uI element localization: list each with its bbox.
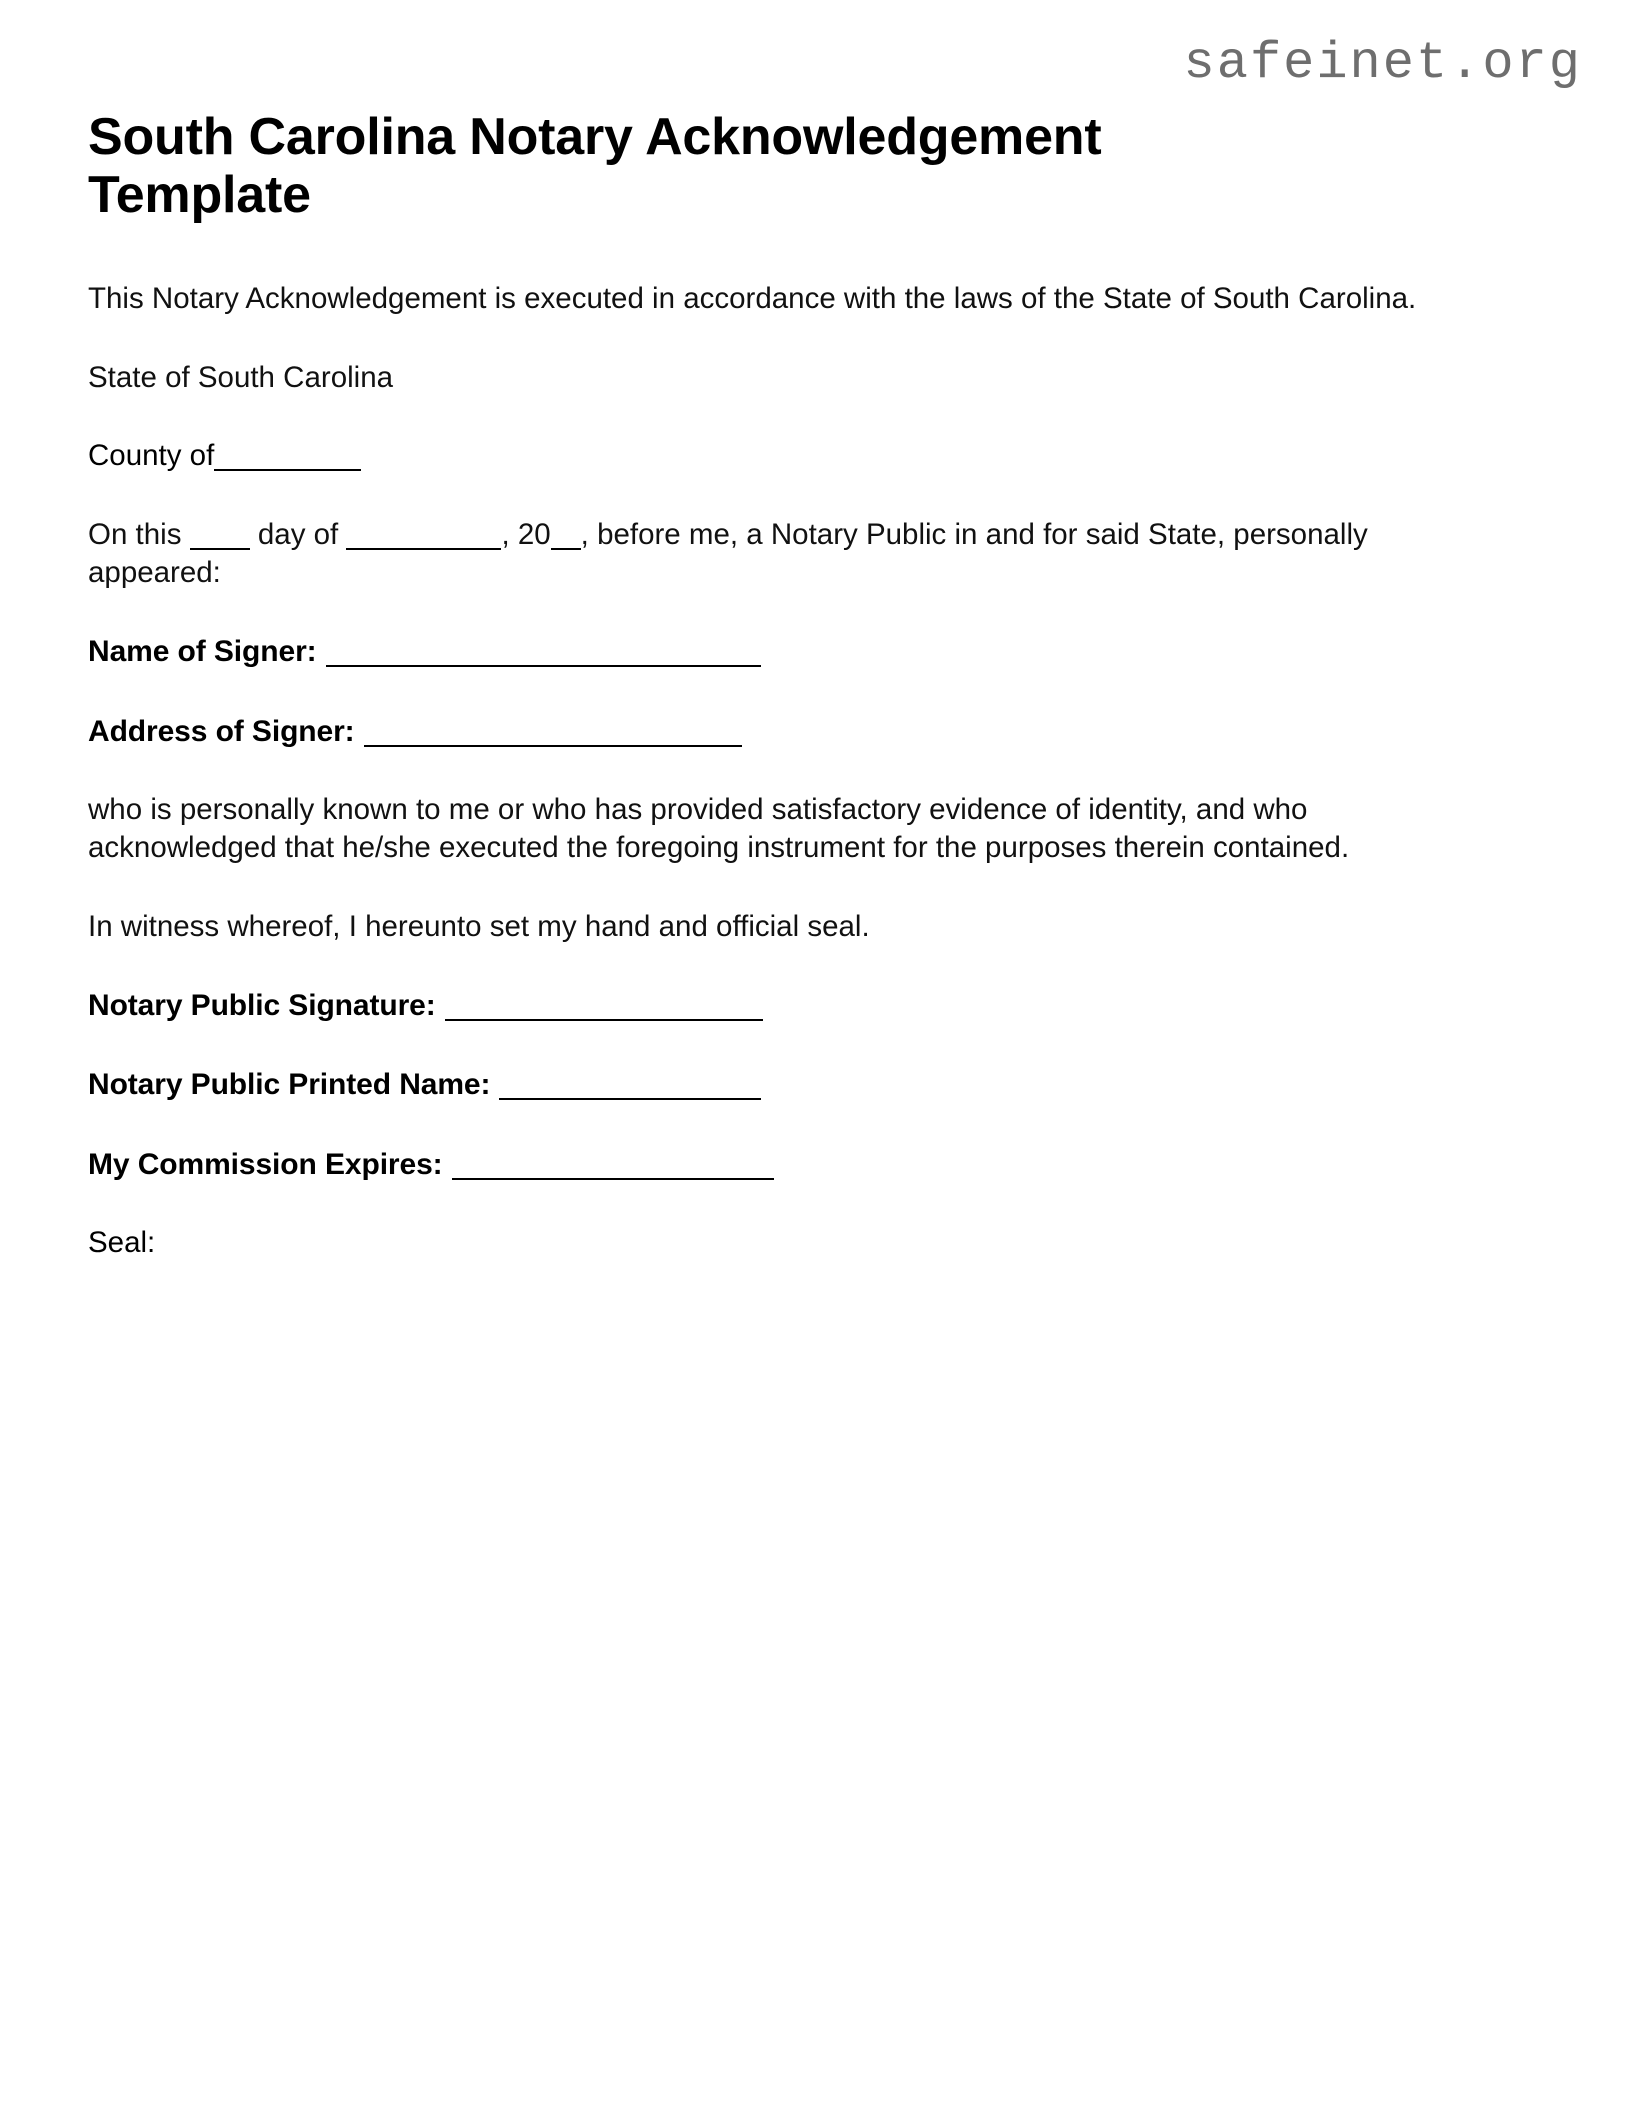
notary-public-signature-blank[interactable] [445,1019,763,1021]
day-blank[interactable] [190,548,250,550]
field-address-of-signer [88,712,1506,751]
notary-public-printed-name-label: Notary Public Printed Name: [88,1068,491,1102]
my-commission-expires-label: My Commission Expires: [88,1147,443,1181]
appearance-part1: On this [88,517,182,551]
my-commission-expires-blank[interactable] [452,1178,774,1180]
field-name-of-signer [88,632,1506,671]
county-label: County of [88,439,215,473]
notary-public-printed-name-blank[interactable] [499,1098,761,1100]
document-content [88,108,1508,1262]
name-of-signer-blank[interactable] [326,665,761,667]
field-notary-signature [88,986,1506,1025]
field-notary-printed-name [88,1065,1506,1104]
intro-paragraph: This Notary Acknowledgement is executed in accordance with the laws of the State of South Carolina. [88,282,1417,316]
site-watermark: safeinet.org [1183,34,1582,93]
address-of-signer-label: Address of Signer: [88,714,355,748]
appearance-part3: , 20 [501,517,551,551]
appearance-paragraph [88,516,1478,593]
appearance-part2: day of [257,517,339,551]
month-blank[interactable] [346,548,501,550]
address-of-signer-blank[interactable] [364,745,742,747]
document-body [88,280,1506,1262]
seal-label: Seal: [88,1225,156,1259]
notary-public-signature-label: Notary Public Signature: [88,988,436,1022]
field-commission-expires [88,1145,1506,1184]
page-title: South Carolina Notary Acknowledgement Template [88,108,1102,225]
county-blank[interactable] [214,469,361,471]
appearance-part4: , before me, a Notary Public in and for said State, personally appeared: [88,517,1368,589]
state-line: State of South Carolina [88,360,394,394]
acknowledgement-paragraph: who is personally known to me or who has provided satisfactory evidence of identity, and who acknowledged that he/she executed the foregoing instrument for the purposes therein contained. [88,792,1350,865]
year-blank[interactable] [551,548,581,550]
witness-paragraph: In witness whereof, I hereunto set my hand and official seal. [88,909,870,943]
county-line [88,437,1506,475]
name-of-signer-label: Name of Signer: [88,635,317,669]
